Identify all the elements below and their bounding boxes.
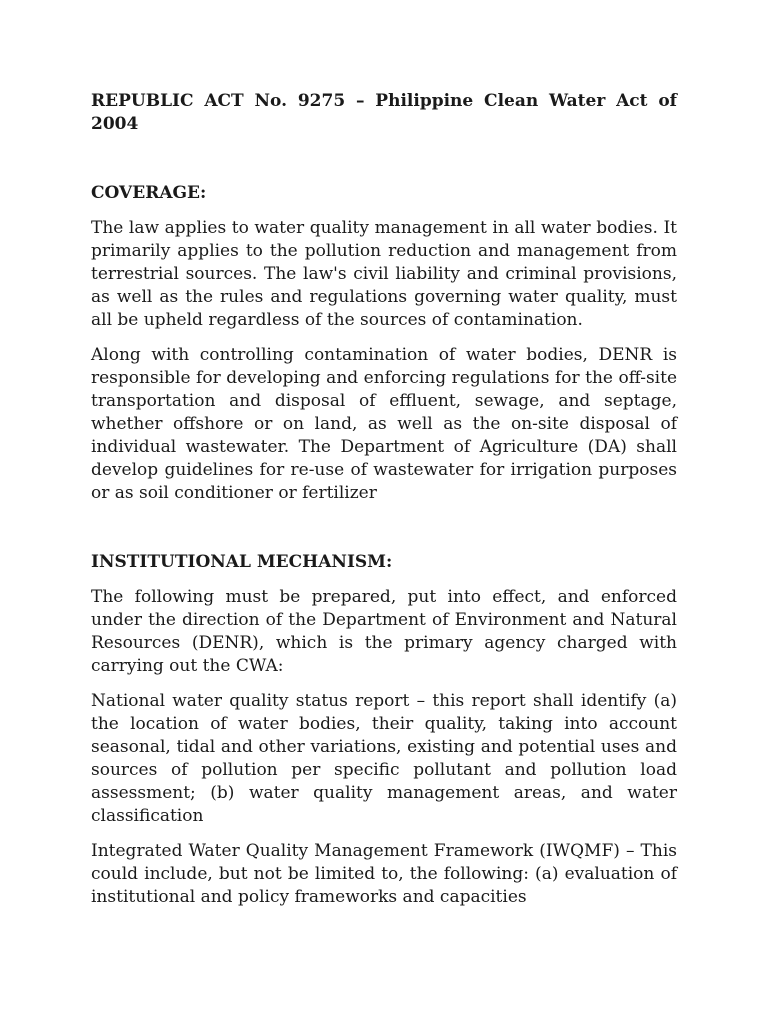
coverage-paragraph-2: Along with controlling contamination of water bodies, DENR is responsible for developing and enforcing regulations for the off-site transportation and disposal of effluent, sewage, and septage, whether offshore or on land, as well as the on-site disposal of individual wastewater. The Department of Agriculture (DA) shall develop guidelines for re-use of wastewater for irrigation purposes or as soil conditioner or fertilizer <box>91 345 677 503</box>
document-page <box>91 90 677 909</box>
institutional-paragraph-3: Integrated Water Quality Management Framework (IWQMF) – This could include, but not be limited to, the following: (a) evaluation of institutional and policy frameworks and capacities <box>91 841 677 907</box>
institutional-paragraph-1: The following must be prepared, put into effect, and enforced under the direction of the Department of Environment and Natural Resources (DENR), which is the primary agency charged with carrying out the CWA: <box>91 587 677 676</box>
coverage-paragraph-1: The law applies to water quality management in all water bodies. It primarily applies to the pollution reduction and management from terrestrial sources. The law's civil liability and criminal provisions, as well as the rules and regulations governing water quality, must all be upheld regardless of the sources of contamination. <box>91 218 677 330</box>
institutional-paragraph-2: National water quality status report – this report shall identify (a) the location of water bodies, their quality, taking into account seasonal, tidal and other variations, existing and potential uses and sources of pollution per specific pollutant and pollution load assessment; (b) water quality management areas, and water classification <box>91 691 677 826</box>
section-heading-institutional-mechanism: INSTITUTIONAL MECHANISM: <box>91 552 393 572</box>
document-title: REPUBLIC ACT No. 9275 – Philippine Clean Water Act of 2004 <box>91 91 677 134</box>
section-heading-coverage: COVERAGE: <box>91 183 207 203</box>
